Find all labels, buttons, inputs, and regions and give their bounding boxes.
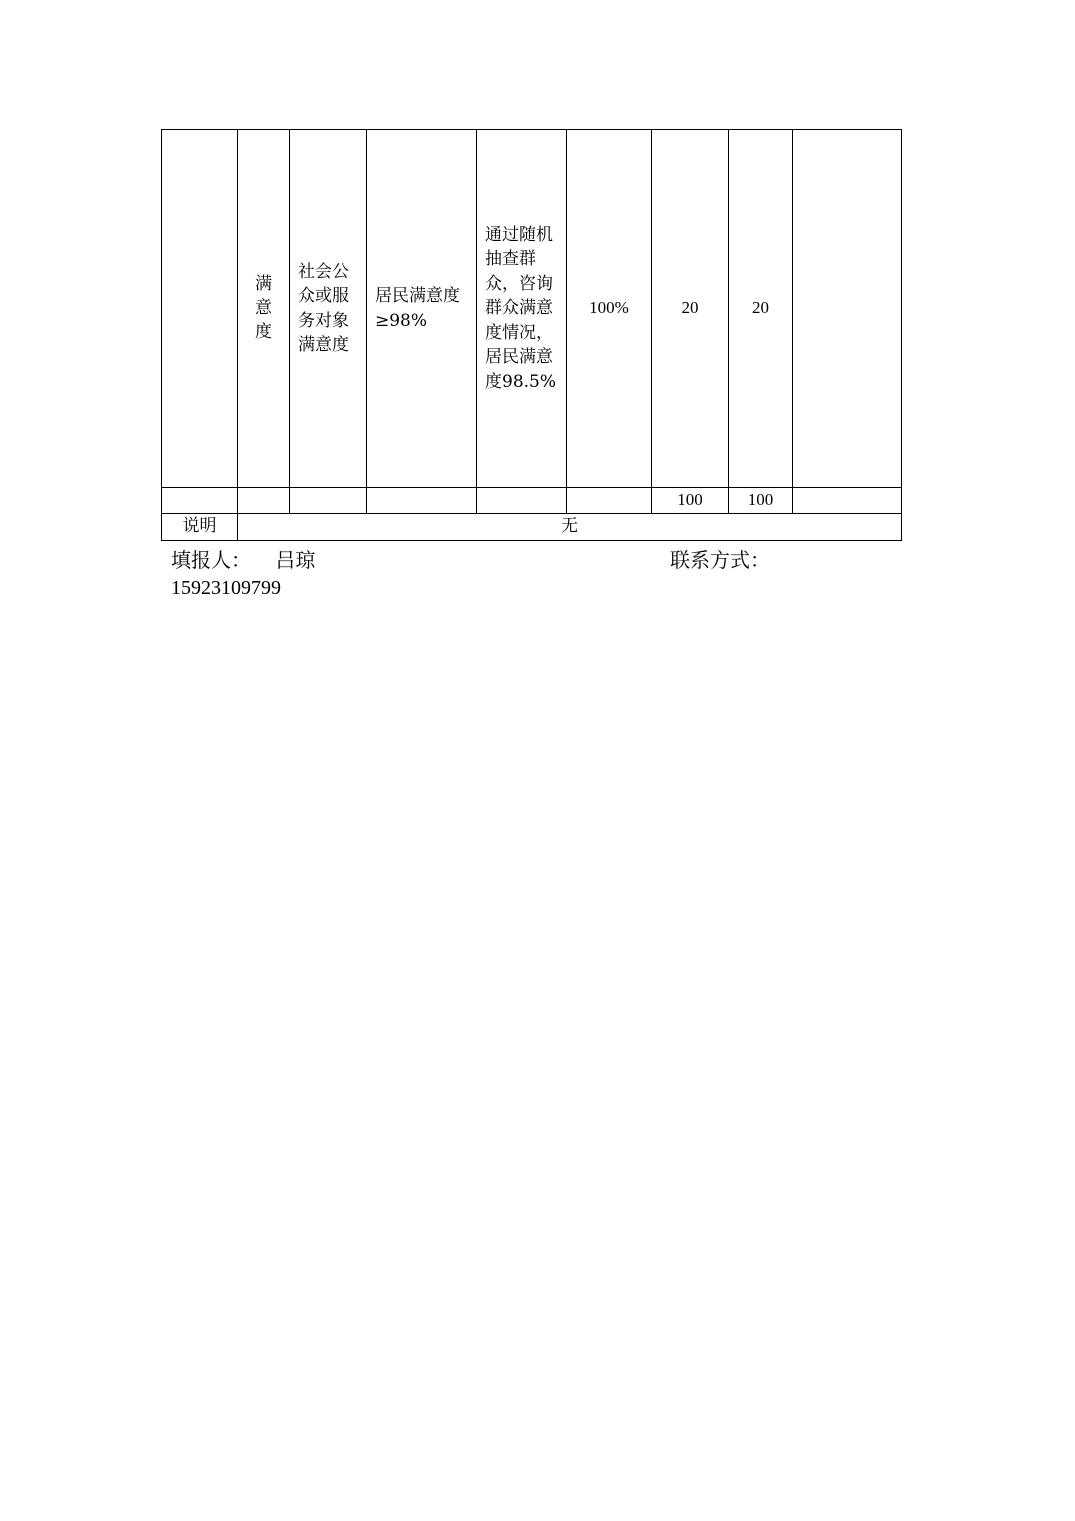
total-weight-cell: 100 bbox=[652, 488, 729, 514]
empty-cell bbox=[367, 488, 477, 514]
performance-table bbox=[161, 129, 902, 541]
empty-cell bbox=[477, 488, 567, 514]
note-label-cell: 说明 bbox=[162, 513, 238, 540]
weight-cell: 20 bbox=[652, 130, 729, 488]
contact-value: 15923109799 bbox=[171, 577, 281, 599]
reporter-name: 吕琼 bbox=[275, 548, 316, 572]
target-cell: 居民满意度≥98% bbox=[367, 130, 477, 488]
indicator-cell: 社会公众或服务对象满意度 bbox=[290, 130, 367, 488]
empty-cell bbox=[162, 488, 238, 514]
note-row bbox=[162, 513, 902, 540]
total-row bbox=[162, 488, 902, 514]
actual-cell: 通过随机抽查群众，咨询群众满意度情况，居民满意度98.5% bbox=[477, 130, 567, 488]
empty-cell bbox=[290, 488, 367, 514]
reporter-label: 填报人： bbox=[171, 548, 251, 572]
note-value-cell: 无 bbox=[238, 513, 902, 540]
empty-cell bbox=[567, 488, 652, 514]
contact-label: 联系方式： bbox=[670, 548, 770, 572]
table-row bbox=[162, 130, 902, 488]
empty-cell bbox=[238, 488, 290, 514]
dimension-cell bbox=[238, 130, 290, 488]
category-cell bbox=[162, 130, 238, 488]
completion-cell: 100% bbox=[567, 130, 652, 488]
total-score-cell: 100 bbox=[729, 488, 793, 514]
score-cell: 20 bbox=[729, 130, 793, 488]
empty-cell bbox=[793, 488, 902, 514]
dimension-text: 满意度 bbox=[255, 274, 272, 343]
remark-cell bbox=[793, 130, 902, 488]
reporter bbox=[171, 546, 315, 574]
